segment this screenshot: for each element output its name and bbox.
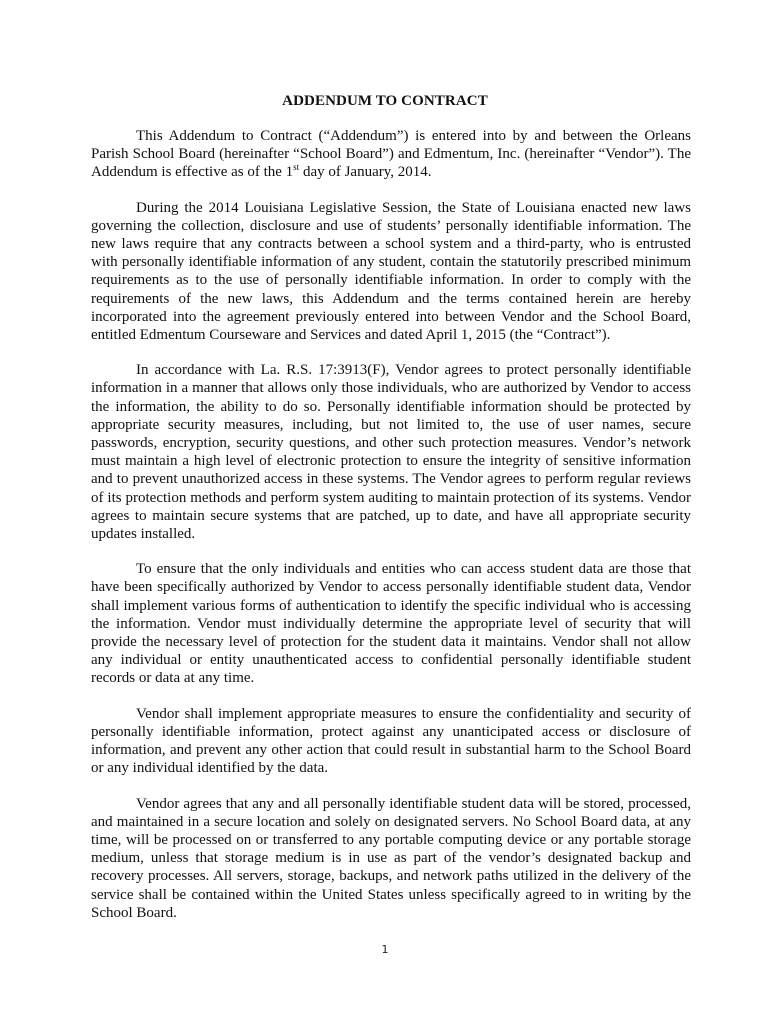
- document-body: [91, 127, 691, 939]
- paragraph-storage: Vendor agrees that any and all personally identifiable student data will be stored, processed, and maintained in a secure location and solely on designated servers. No School Board data, at any time, will be processed on or transferred to any portable computing device or any portable storage medium, unless that storage medium is in use as part of the vendor’s designated backup and recovery processes. All servers, storage, backups, and network paths utilized in the delivery of the service shall be contained within the United States unless specifically agreed to in writing by the School Board.: [91, 795, 691, 921]
- paragraph-authentication: To ensure that the only individuals and entities who can access student data are those that have been specifically authorized by Vendor to access personally identifiable student data, Vendor shall implement various forms of authentication to identify the specific individual who is accessing the information. Vendor must individually determine the appropriate level of security that will provide the necessary level of protection for the student data it maintains. Vendor shall not allow any individual or entity unauthenticated access to confidential personally identifiable student records or data at any time.: [91, 561, 691, 687]
- paragraph-parties-date: day of January, 2014.: [299, 164, 432, 181]
- ordinal-suffix: st: [293, 162, 300, 173]
- document-title: ADDENDUM TO CONTRACT: [282, 93, 488, 109]
- page-number: 1: [381, 943, 389, 956]
- paragraph-parties-text: This Addendum to Contract (“Addendum”) is entered into by and between the Orleans Parish School Board (hereinafter “School Board”) and Edmentum, Inc. (hereinafter “Vendor”). The Addendum is effective as of the 1: [91, 128, 691, 181]
- paragraph-legislation: During the 2014 Louisiana Legislative Session, the State of Louisiana enacted new laws governing the collection, disclosure and use of students’ personally identifiable information. The new laws require that any contracts between a school system and a third-party, who is entrusted with personally identifiable information of any student, contain the statutorily prescribed minimum requirements as to the use of personally identifiable information. In order to comply with the requirements of the new laws, this Addendum and the terms contained herein are hereby incorporated into the agreement previously entered into between Vendor and the School Board, entitled Edmentum Courseware and Services and dated April 1, 2015 (the “Contract”).: [91, 199, 691, 344]
- paragraph-confidentiality: Vendor shall implement appropriate measures to ensure the confidentiality and security of personally identifiable information, protect against any unanticipated access or disclosure of information, and prevent any other action that could result in substantial harm to the School Board or any individual identified by the data.: [91, 705, 691, 777]
- paragraph-parties: [91, 127, 691, 182]
- paragraph-protection: In accordance with La. R.S. 17:3913(F), Vendor agrees to protect personally identifiable information in a manner that allows only those individuals, who are authorized by Vendor to access the information, the ability to do so. Personally identifiable information should be protected by appropriate security measures, including, but not limited to, the use of user names, secure passwords, encryption, security questions, and other such protection measures. Vendor’s network must maintain a high level of electronic protection to ensure the integrity of sensitive information and to prevent unauthorized access in these systems. The Vendor agrees to perform regular reviews of its protection methods and perform system auditing to maintain protection of its systems. Vendor agrees to maintain secure systems that are patched, up to date, and have all appropriate security updates installed.: [91, 362, 691, 543]
